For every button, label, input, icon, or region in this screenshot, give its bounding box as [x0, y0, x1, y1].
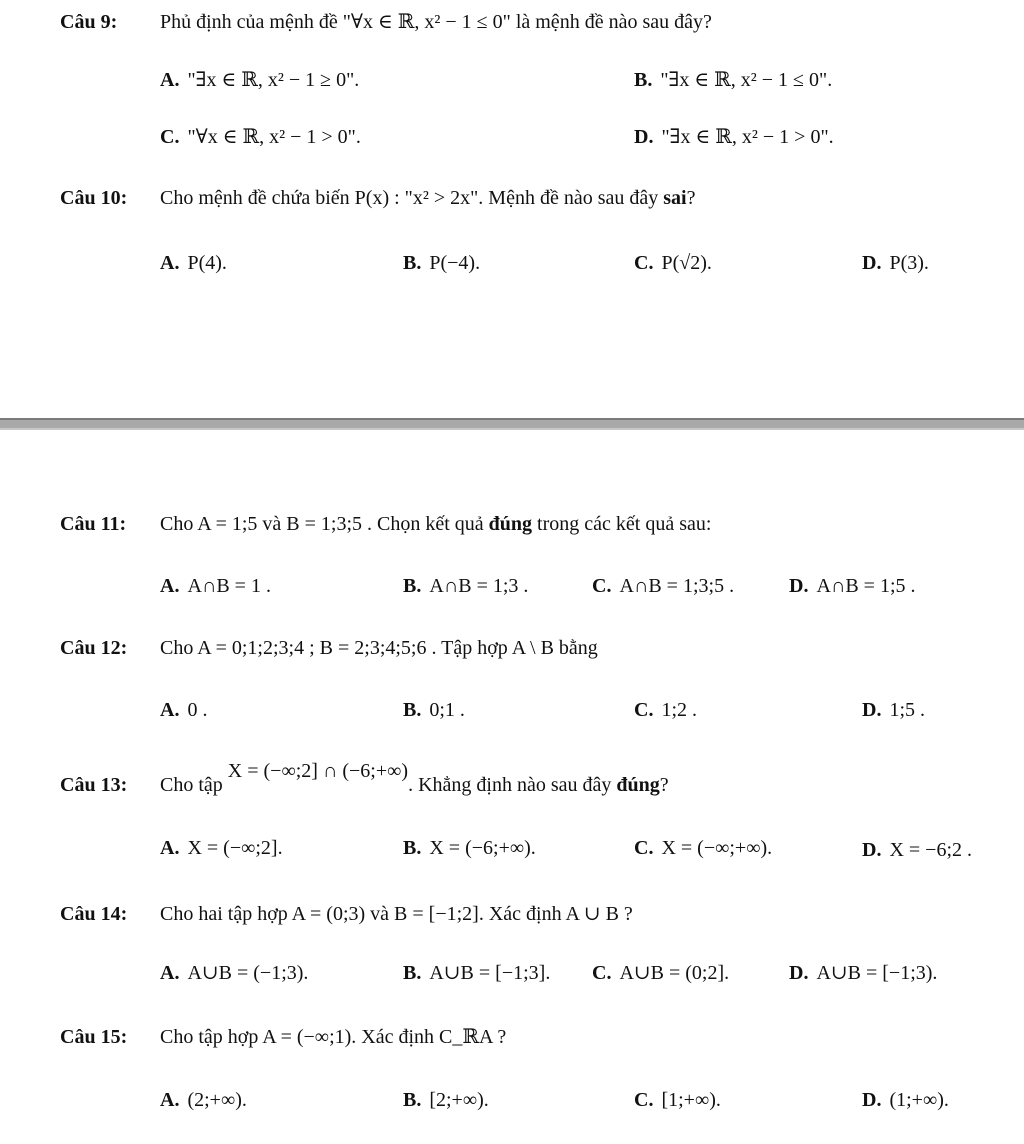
question-text: Cho A = 1;5 và B = 1;3;5 . Chọn kết quả đúng trong các kết quả sau:	[160, 513, 712, 535]
option-d: D. X = −6;2 .	[862, 839, 973, 861]
option-a: A. 0 .	[160, 699, 208, 721]
option-a: A. P(4).	[160, 252, 227, 274]
option-a: A. A∪B = (−1;3).	[160, 962, 309, 984]
option-a: A. "∃x ∈ ℝ, x² − 1 ≥ 0".	[160, 69, 360, 91]
option-d: D. P(3).	[862, 252, 929, 274]
option-d: D. A∩B = 1;5 .	[789, 575, 916, 597]
question-label: Câu 10:	[60, 187, 128, 209]
option-b: B. "∃x ∈ ℝ, x² − 1 ≤ 0".	[634, 69, 833, 91]
option-b: B. 0;1 .	[403, 699, 465, 721]
question-label: Câu 12:	[60, 637, 128, 659]
option-c: C. X = (−∞;+∞).	[634, 837, 773, 859]
question-text: Cho mệnh đề chứa biến P(x) : "x² > 2x". Mệnh đề nào sau đây sai?	[160, 187, 696, 209]
option-c: C. A∪B = (0;2].	[592, 962, 730, 984]
option-b: B. P(−4).	[403, 252, 481, 274]
option-d: D. 1;5 .	[862, 699, 926, 721]
option-c: C. "∀x ∈ ℝ, x² − 1 > 0".	[160, 126, 361, 148]
option-c: C. 1;2 .	[634, 699, 698, 721]
question-text: Cho A = 0;1;2;3;4 ; B = 2;3;4;5;6 . Tập hợp A \ B bằng	[160, 637, 598, 659]
option-b: B. X = (−6;+∞).	[403, 837, 536, 859]
question-text: Cho tập X = (−∞;2] ∩ (−6;+∞). Khẳng định nào sau đây đúng?	[160, 760, 669, 796]
option-b: B. [2;+∞).	[403, 1089, 489, 1111]
question-text: Cho hai tập hợp A = (0;3) và B = [−1;2]. Xác định A ∪ B ?	[160, 903, 633, 925]
option-a: A. X = (−∞;2].	[160, 837, 283, 859]
option-d: D. A∪B = [−1;3).	[789, 962, 938, 984]
question-text: Cho tập hợp A = (−∞;1). Xác định C_ℝA ?	[160, 1026, 507, 1048]
option-d: D. (1;+∞).	[862, 1089, 949, 1111]
question-label: Câu 13:	[60, 774, 128, 796]
question-text: Phủ định của mệnh đề "∀x ∈ ℝ, x² − 1 ≤ 0" là mệnh đề nào sau đây?	[160, 11, 712, 33]
option-c: C. [1;+∞).	[634, 1089, 721, 1111]
option-a: A. (2;+∞).	[160, 1089, 247, 1111]
option-b: B. A∪B = [−1;3].	[403, 962, 551, 984]
question-label: Câu 15:	[60, 1026, 128, 1048]
question-label: Câu 9:	[60, 11, 118, 33]
question-label: Câu 11:	[60, 513, 127, 535]
option-c: C. A∩B = 1;3;5 .	[592, 575, 735, 597]
option-a: A. A∩B = 1 .	[160, 575, 271, 597]
option-b: B. A∩B = 1;3 .	[403, 575, 529, 597]
option-c: C. P(√2).	[634, 252, 712, 274]
question-label: Câu 14:	[60, 903, 128, 925]
page-divider	[0, 418, 1024, 430]
option-d: D. "∃x ∈ ℝ, x² − 1 > 0".	[634, 126, 834, 148]
